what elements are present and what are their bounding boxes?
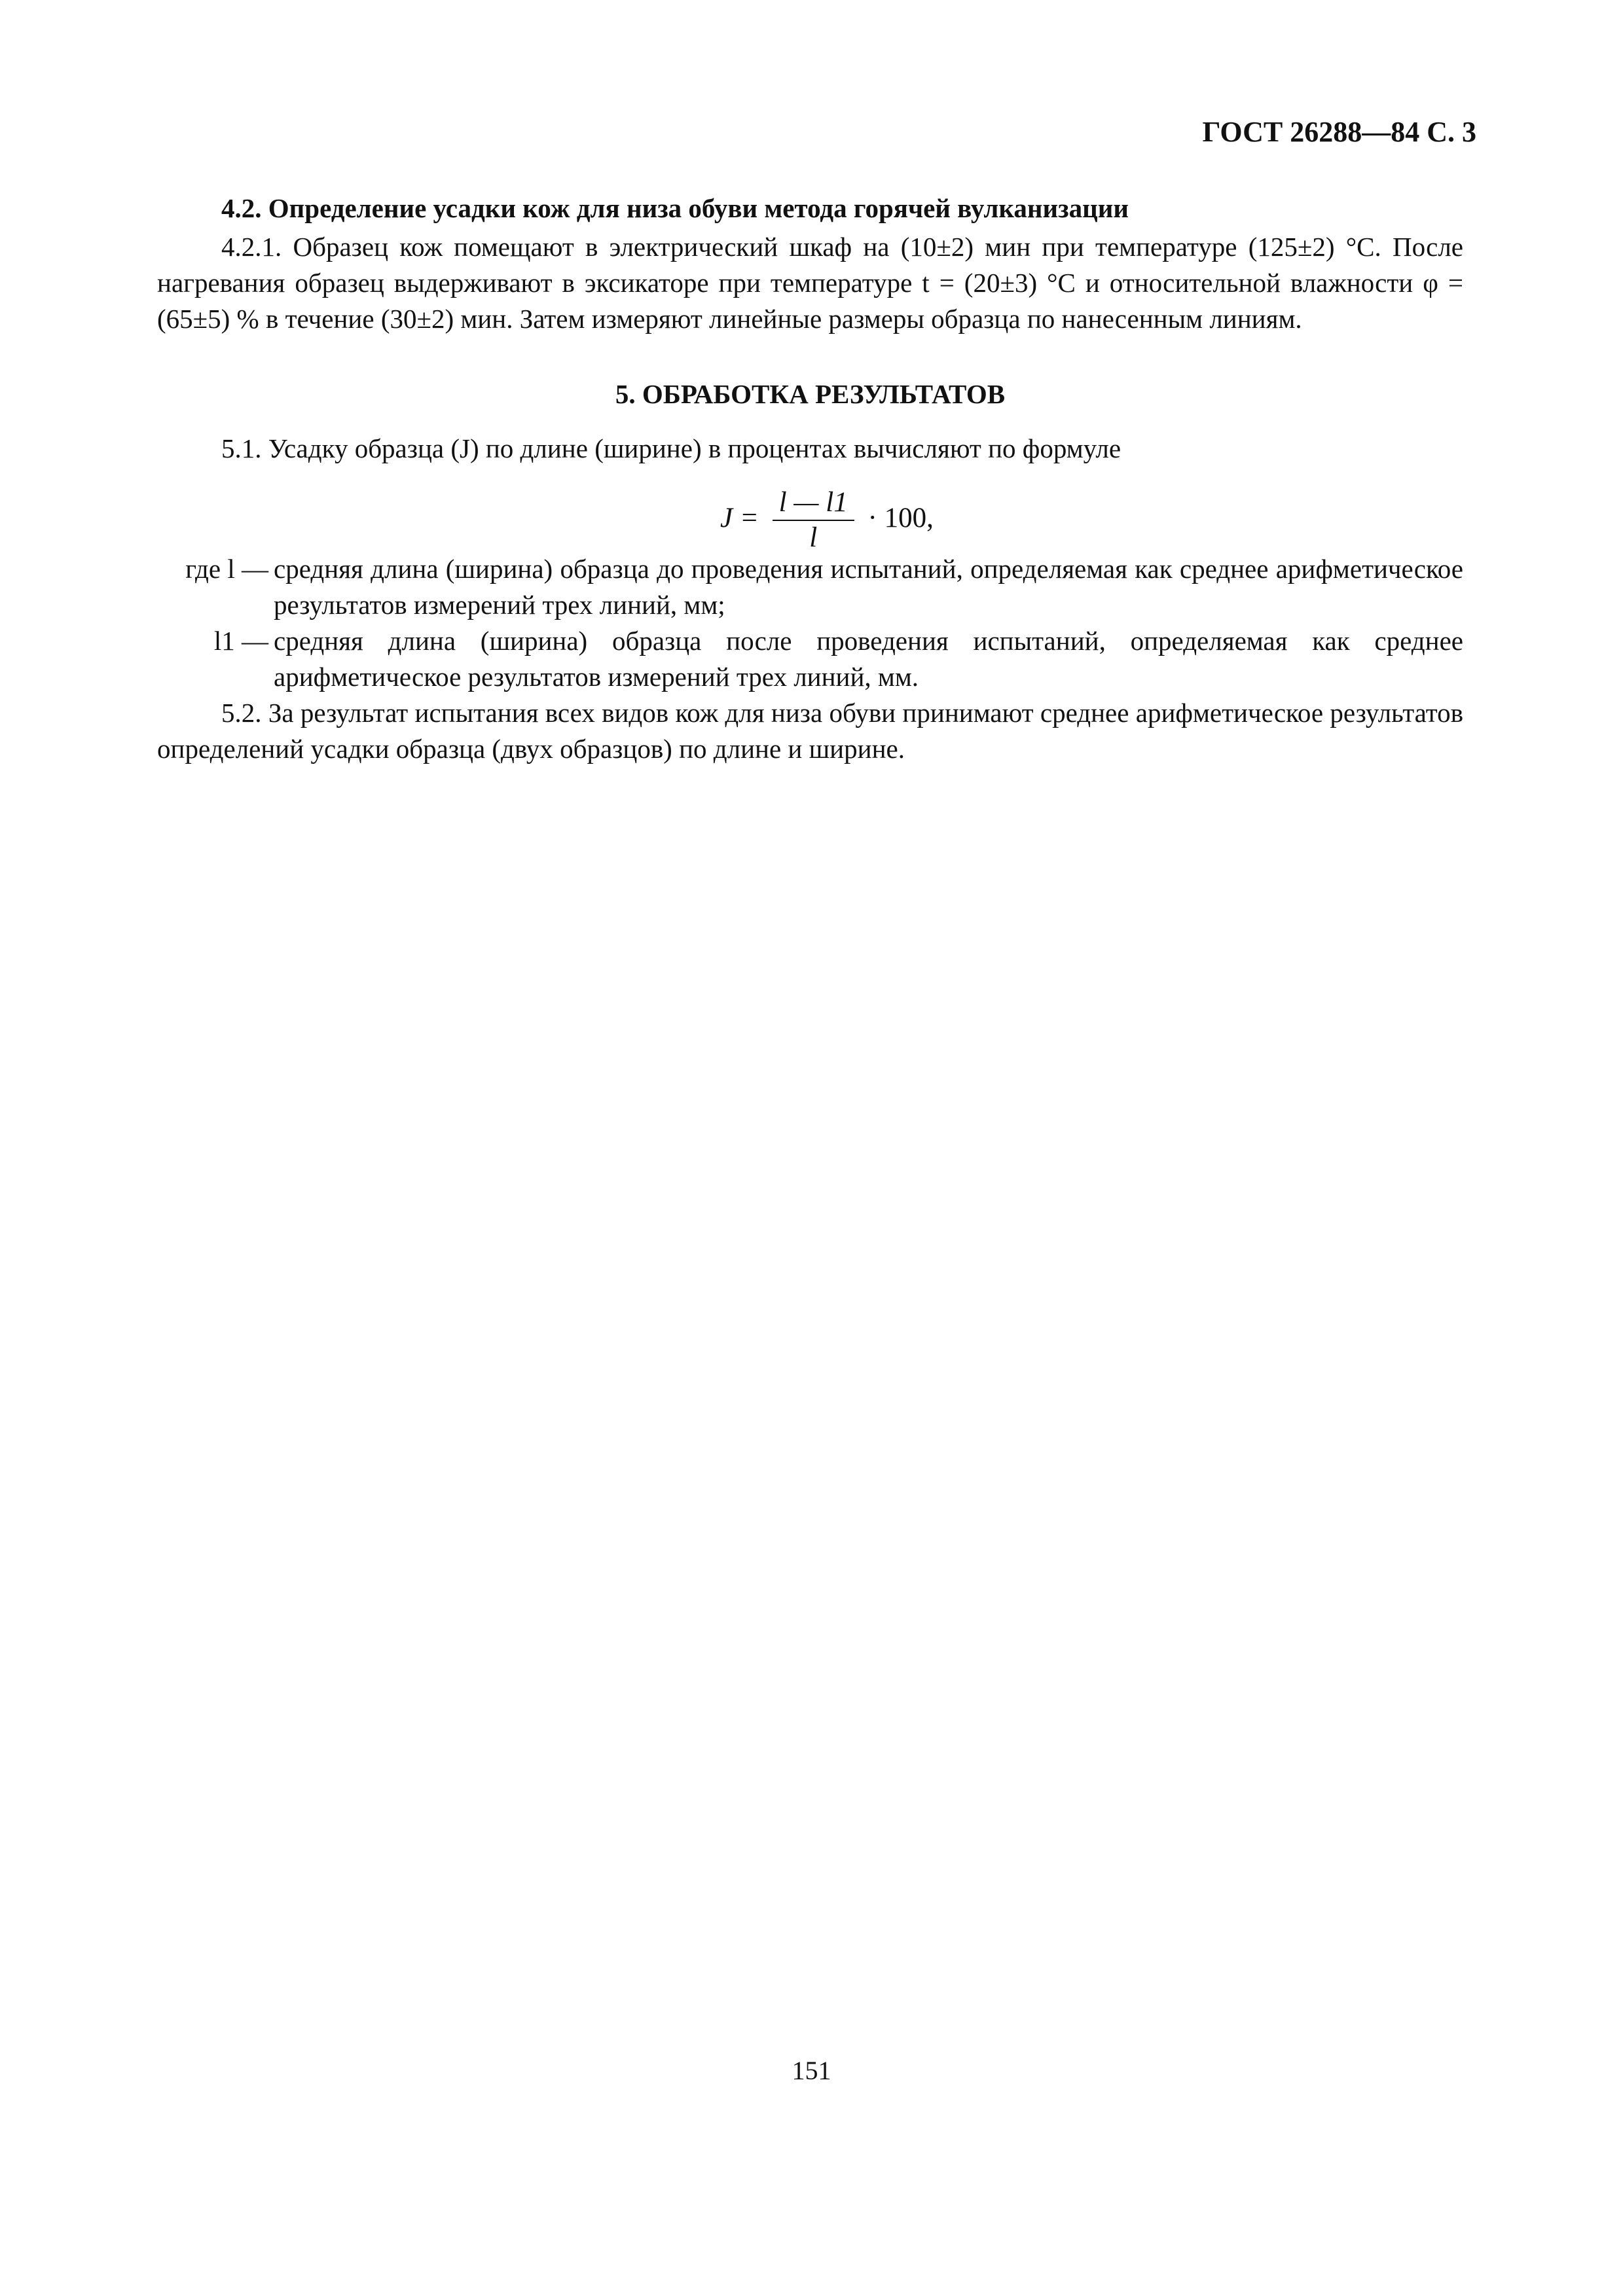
- definition-item: [157, 551, 1463, 623]
- definition-text: средняя длина (ширина) образца до проведения испытаний, определяемая как среднее арифметическое результатов измерений трех линий, мм;: [274, 554, 1463, 620]
- formula-fraction: [773, 486, 854, 555]
- section-4-2-title: 4.2. Определение усадки кож для низа обуви метода горячей вулканизации: [221, 193, 1129, 223]
- paragraph-5-1: 5.1. Усадку образца (J) по длине (ширине) в процентах вычисляют по формуле: [221, 433, 1122, 463]
- shrinkage-formula: [720, 486, 934, 555]
- definition-text: средняя длина (ширина) образца после проведения испытаний, определяемая как среднее арифметическое результатов измерений трех линий, мм.: [274, 626, 1463, 692]
- formula-rhs: · 100,: [867, 502, 934, 533]
- definition-term: l1 —: [213, 626, 268, 656]
- paragraph-4-2-1: 4.2.1. Образец кож помещают в электрический шкаф на (10±2) мин при температуре (125±2) °С. После нагревания образец выдерживают в эксикаторе при температуре t = (20±3) °С и относительной влажности φ = (65±5) % в течение (30±2) мин. Затем измеряют линейные размеры образца по нанесенным линиям.: [157, 232, 1463, 334]
- document-header: ГОСТ 26288—84 С. 3: [1202, 116, 1476, 148]
- page-number: 151: [792, 2056, 831, 2085]
- definition-item: [157, 623, 1463, 695]
- formula-lhs: J =: [720, 502, 759, 533]
- definition-term: где l —: [185, 554, 268, 584]
- formula-numerator: l — l1: [773, 486, 854, 521]
- paragraph-5-2: 5.2. За результат испытания всех видов кож для низа обуви принимают среднее арифметическое результатов определений усадки образца (двух образцов) по длине и ширине.: [157, 698, 1463, 764]
- section-5-title: 5. ОБРАБОТКА РЕЗУЛЬТАТОВ: [615, 379, 1006, 409]
- formula-denominator: l: [809, 522, 818, 553]
